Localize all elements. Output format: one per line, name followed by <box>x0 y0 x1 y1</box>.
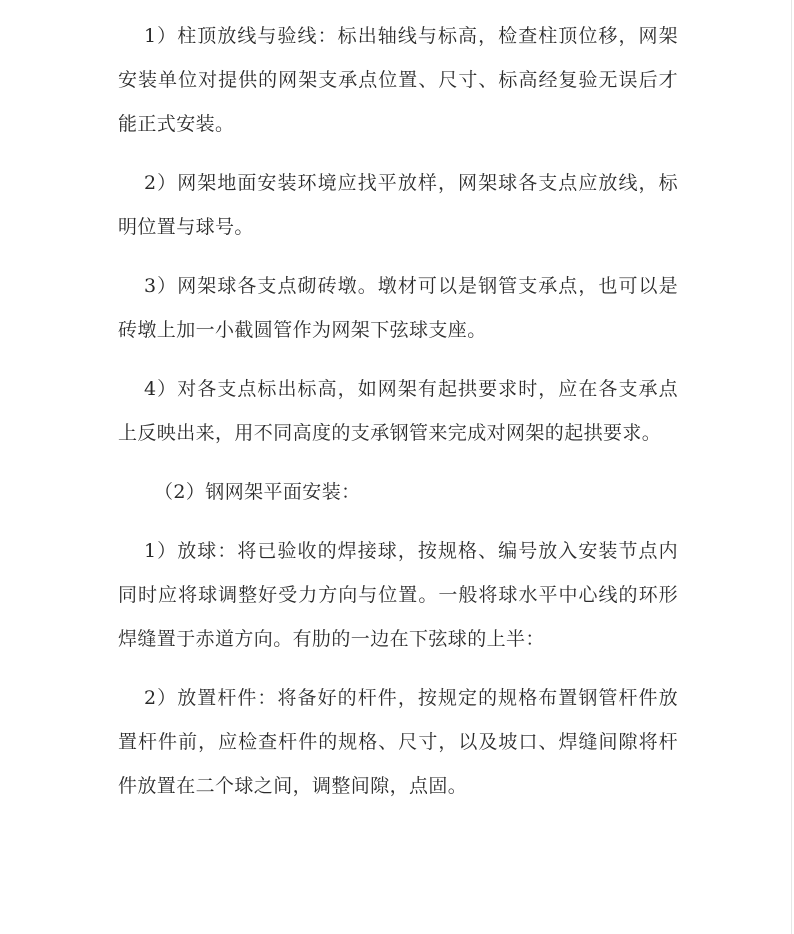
document-body <box>118 14 678 823</box>
paragraph-elevation-marking: 4）对各支点标出标高，如网架有起拱要求时，应在各支承点上反映出来，用不同高度的支承钢管来完成对网架的起拱要求。 <box>118 378 678 444</box>
page-edge-divider <box>791 0 792 934</box>
paragraph-place-balls: 1）放球：将已验收的焊接球，按规格、编号放入安装节点内同时应将球调整好受力方向与位置。一般将球水平中心线的环形焊缝置于赤道方向。有肋的一边在下弦球的上半： <box>118 540 678 650</box>
paragraph-column-top-layout: 1）柱顶放线与验线：标出轴线与标高，检查柱顶位移，网架安装单位对提供的网架支承点位置、尺寸、标高经复验无误后才能正式安装。 <box>118 25 678 135</box>
paragraph-brick-piers: 3）网架球各支点砌砖墩。墩材可以是钢管支承点，也可以是砖墩上加一小截圆管作为网架下弦球支座。 <box>118 275 678 341</box>
section-heading-plane-installation: （2）钢网架平面安装： <box>154 481 361 503</box>
paragraph-ground-layout: 2）网架地面安装环境应找平放样，网架球各支点应放线，标明位置与球号。 <box>118 172 678 238</box>
paragraph-place-members: 2）放置杆件：将备好的杆件，按规定的规格布置钢管杆件放置杆件前，应检查杆件的规格、尺寸，以及坡口、焊缝间隙将杆件放置在二个球之间，调整间隙，点固。 <box>118 687 678 797</box>
